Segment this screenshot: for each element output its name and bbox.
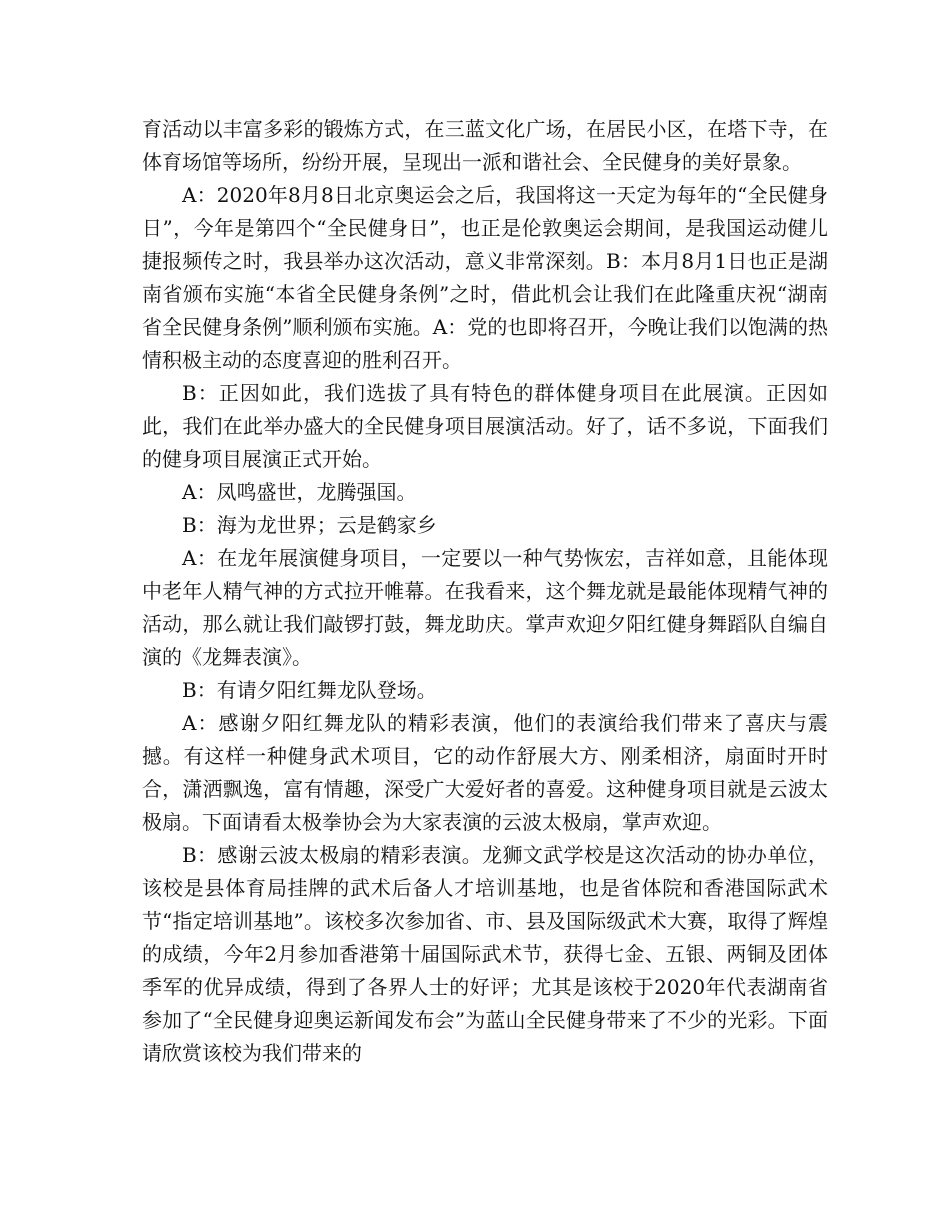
- paragraph-b-dragon-world: B：海为龙世界；云是鹤家乡: [182, 513, 437, 537]
- paragraph-b-selection: B：正因如此，我们选拔了具有特色的群体健身项目在此展演。正因如此，我们在此举办盛大的全民健身项目展演活动。好了，话不多说，下面我们的健身项目展演正式开始。: [142, 381, 828, 471]
- paragraph-b-martial-arts-school: B：感谢云波太极扇的精彩表演。龙狮文武学校是这次活动的协办单位，该校是县体育局挂牌的武术后备人才培训基地，也是省体院和香港国际武术节“指定培训基地”。该校多次参加省、市、县及国际级武术大赛，取得了辉煌的成绩，今年2月参加香港第十届国际武术节，获得七金、五银、两铜及团体季军的优异成绩，得到了各界人士的好评；尤其是该校于2020年代表湖南省参加了“全民健身迎奥运新闻发布会”为蓝山全民健身带来了不少的光彩。下面请欣赏该校为我们带来的: [142, 843, 828, 1065]
- document-body: [142, 113, 828, 1070]
- paragraph-b-dragon-team: B：有请夕阳红舞龙队登场。: [182, 678, 437, 702]
- paragraph-a-phoenix: A：凤鸣盛世，龙腾强国。: [182, 480, 417, 504]
- paragraph-a-national-fitness-day: A：2020年8月8日北京奥运会之后，我国将这一天定为每年的“全民健身日”，今年是第四个“全民健身日”，也正是伦敦奥运会期间，是我国运动健儿捷报频传之时，我县举办这次活动，意义非常深刻。B：本月8月1日也正是湖南省颁布实施“本省全民健身条例”之时，借此机会让我们在此隆重庆祝“湖南省全民健身条例”顺利颁布实施。A：党的也即将召开，今晚让我们以饱满的热情积极主动的态度喜迎的胜利召开。: [142, 183, 828, 372]
- paragraph-a-taichi-fan: A：感谢夕阳红舞龙队的精彩表演，他们的表演给我们带来了喜庆与震撼。有这样一种健身武术项目，它的动作舒展大方、刚柔相济，扇面时开时合，潇洒飘逸，富有情趣，深受广大爱好者的喜爱。这种健身项目就是云波太极扇。下面请看太极拳协会为大家表演的云波太极扇，掌声欢迎。: [142, 711, 828, 834]
- paragraph-a-dragon-dance-intro: A：在龙年展演健身项目，一定要以一种气势恢宏，吉祥如意，且能体现中老年人精气神的方式拉开帷幕。在我看来，这个舞龙就是最能体现精气神的活动，那么就让我们敲锣打鼓，舞龙助庆。掌声欢迎夕阳红健身舞蹈队自编自演的《龙舞表演》。: [142, 546, 828, 669]
- paragraph-continuation: 育活动以丰富多彩的锻炼方式，在三蓝文化广场，在居民小区，在塔下寺，在体育场馆等场所，纷纷开展，呈现出一派和谐社会、全民健身的美好景象。: [142, 117, 828, 174]
